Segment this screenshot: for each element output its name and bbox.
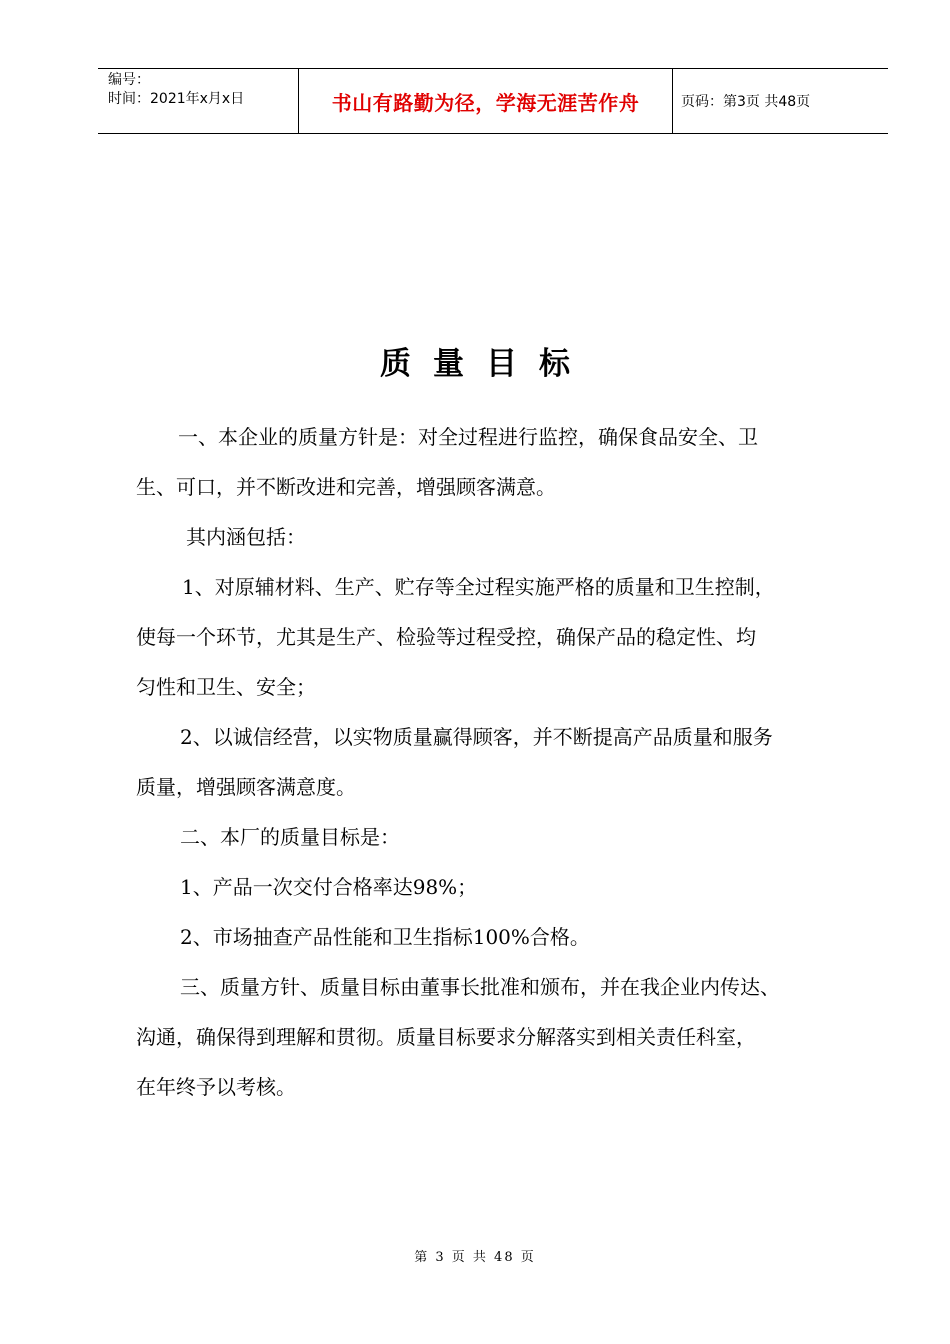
paragraph: 1、产品一次交付合格率达98%； (180, 875, 478, 899)
paragraph: 其内涵包括： (186, 525, 306, 549)
paragraph: 三、质量方针、质量目标由董事长批准和颁布，并在我企业内传达、 (180, 975, 780, 999)
paragraph: 2、市场抽查产品性能和卫生指标100%合格。 (180, 925, 590, 949)
paragraph: 质量，增强顾客满意度。 (136, 775, 356, 799)
time-label: 时间：2021年x月x日 (108, 91, 245, 107)
paragraph: 1、对原辅材料、生产、贮存等全过程实施严格的质量和卫生控制， (182, 575, 775, 599)
paragraph: 生、可口，并不断改进和完善，增强顾客满意。 (136, 475, 556, 499)
motto: 书山有路勤为径，学海无涯苦作舟 (331, 90, 640, 115)
paragraph: 沟通，确保得到理解和贯彻。质量目标要求分解落实到相关责任科室， (136, 1025, 756, 1049)
header-page-cell (673, 69, 888, 133)
paragraph: 2、以诚信经营，以实物质量赢得顾客，并不断提高产品质量和服务 (180, 725, 773, 749)
paragraph: 匀性和卫生、安全； (136, 675, 316, 699)
page-label: 页码：第3页 共48页 (681, 94, 811, 110)
paragraph: 一、本企业的质量方针是：对全过程进行监控，确保食品安全、卫 (178, 425, 758, 449)
page-title: 质量目标 (380, 346, 592, 382)
page-footer: 第 3 页 共 48 页 (414, 1250, 536, 1265)
serial-label: 编号： (108, 72, 150, 88)
header-motto-cell (299, 69, 673, 133)
document-body (136, 412, 866, 1112)
paragraph: 在年终予以考核。 (136, 1075, 296, 1099)
paragraph: 二、本厂的质量目标是： (180, 825, 400, 849)
header-meta (98, 69, 299, 133)
paragraph: 使每一个环节，尤其是生产、检验等过程受控，确保产品的稳定性、均 (136, 625, 756, 649)
page-header (98, 68, 888, 134)
